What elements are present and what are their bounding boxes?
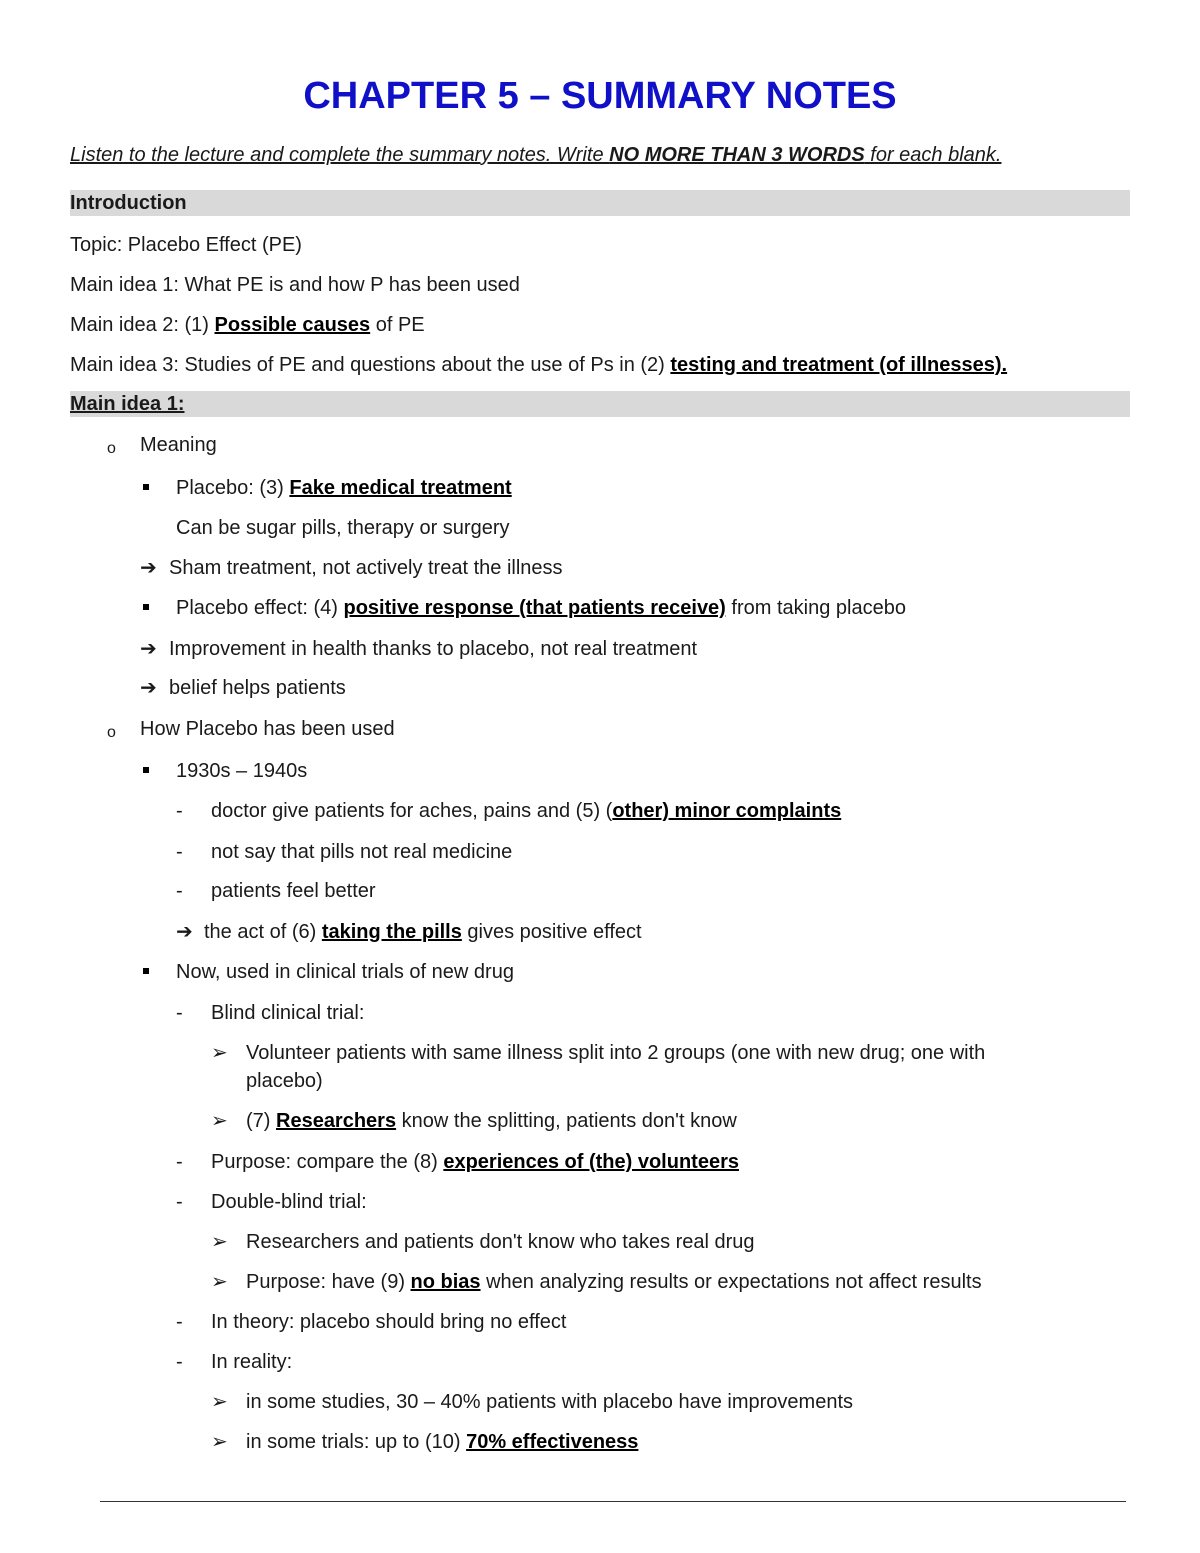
- instructions: Listen to the lecture and complete the summary notes. Write NO MORE THAN 3 WORDS for each blank.: [70, 144, 1002, 166]
- item-now: Now, used in clinical trials of new drug: [176, 961, 514, 983]
- item-improvement: Improvement in health thanks to placebo, not real treatment: [169, 638, 698, 660]
- bullet-circle-icon: o: [107, 724, 116, 741]
- instructions-emphasis: NO MORE THAN 3 WORDS: [609, 144, 865, 166]
- section-heading-introduction: Introduction: [70, 192, 187, 214]
- item-meaning: Meaning: [140, 434, 217, 456]
- item-dont-know: Researchers and patients don't know who takes real drug: [246, 1231, 755, 1253]
- dash-bullet-icon: -: [176, 1191, 183, 1213]
- item-sham: Sham treatment, not actively treat the illness: [169, 557, 563, 579]
- arrowhead-bullet-icon: ➢: [211, 1042, 228, 1064]
- answer-6: taking the pills: [321, 921, 462, 943]
- item-act: the act of (6) taking the pills gives positive effect: [204, 921, 642, 943]
- answer-7: Researchers: [276, 1110, 397, 1132]
- arrow-right-icon: ➔: [140, 557, 157, 579]
- arrowhead-bullet-icon: ➢: [211, 1391, 228, 1413]
- item-researchers: (7) Researchers know the splitting, patients don't know: [246, 1110, 737, 1132]
- section-band-introduction: [70, 190, 1130, 216]
- dash-bullet-icon: -: [176, 1151, 183, 1173]
- answer-1: Possible causes: [214, 314, 371, 336]
- footer-divider: [100, 1501, 1126, 1502]
- arrow-right-icon: ➔: [140, 638, 157, 660]
- answer-3: Fake medical treatment: [289, 477, 512, 499]
- section-heading-main-idea-1: Main idea 1:: [70, 393, 185, 415]
- item-purpose: Purpose: compare the (8) experiences of (the) volunteers: [211, 1151, 739, 1173]
- answer-4: positive response (that patients receive): [343, 597, 726, 619]
- answer-8: experiences of (the) volunteers: [443, 1151, 739, 1173]
- intro-main-idea-1: Main idea 1: What PE is and how P has been used: [70, 274, 520, 296]
- dash-bullet-icon: -: [176, 841, 183, 863]
- arrowhead-bullet-icon: ➢: [211, 1110, 228, 1132]
- dash-bullet-icon: -: [176, 880, 183, 902]
- section-band-main-idea-1: [70, 391, 1130, 417]
- arrowhead-bullet-icon: ➢: [211, 1431, 228, 1453]
- dash-bullet-icon: -: [176, 1002, 183, 1024]
- item-theory: In theory: placebo should bring no effect: [211, 1311, 567, 1333]
- arrow-right-icon: ➔: [176, 921, 193, 943]
- item-blind: Blind clinical trial:: [211, 1002, 365, 1024]
- item-some-trials: in some trials: up to (10) 70% effectiveness: [246, 1431, 639, 1453]
- bullet-square-icon: [143, 968, 149, 974]
- answer-9: no bias: [410, 1271, 481, 1293]
- arrowhead-bullet-icon: ➢: [211, 1231, 228, 1253]
- intro-main-idea-2: Main idea 2: (1) Possible causes of PE: [70, 314, 425, 336]
- intro-topic: Topic: Placebo Effect (PE): [70, 234, 302, 256]
- item-feel-better: patients feel better: [211, 880, 376, 902]
- item-volunteer-cont: placebo): [246, 1070, 323, 1092]
- answer-2: testing and treatment (of illnesses).: [670, 354, 1008, 376]
- bullet-square-icon: [143, 604, 149, 610]
- item-placebo-effect: Placebo effect: (4) positive response (that patients receive) from taking placebo: [176, 597, 906, 619]
- bullet-circle-icon: o: [107, 440, 116, 457]
- item-reality: In reality:: [211, 1351, 293, 1373]
- item-placebo: Placebo: (3) Fake medical treatment: [176, 477, 512, 499]
- item-not-say: not say that pills not real medicine: [211, 841, 513, 863]
- item-placebo-note: Can be sugar pills, therapy or surgery: [176, 517, 510, 539]
- dash-bullet-icon: -: [176, 1351, 183, 1373]
- item-volunteer: Volunteer patients with same illness split into 2 groups (one with new drug; one with: [246, 1042, 986, 1064]
- item-double-blind: Double-blind trial:: [211, 1191, 367, 1213]
- item-some-studies: in some studies, 30 – 40% patients with placebo have improvements: [246, 1391, 854, 1413]
- item-doctor: doctor give patients for aches, pains and (5) (other) minor complaints: [211, 800, 842, 822]
- dash-bullet-icon: -: [176, 800, 183, 822]
- arrowhead-bullet-icon: ➢: [211, 1271, 228, 1293]
- arrow-right-icon: ➔: [140, 677, 157, 699]
- page-title: CHAPTER 5 – SUMMARY NOTES: [303, 75, 897, 117]
- item-bias: Purpose: have (9) no bias when analyzing results or expectations not affect results: [246, 1271, 982, 1293]
- bullet-square-icon: [143, 767, 149, 773]
- item-decades: 1930s – 1940s: [176, 760, 308, 782]
- item-how-used: How Placebo has been used: [140, 718, 395, 740]
- answer-10: 70% effectiveness: [466, 1431, 639, 1453]
- bullet-square-icon: [143, 484, 149, 490]
- answer-5: other) minor complaints: [612, 800, 842, 822]
- intro-main-idea-3: Main idea 3: Studies of PE and questions about the use of Ps in (2) testing and treatment (of illnesses).: [70, 354, 1008, 376]
- dash-bullet-icon: -: [176, 1311, 183, 1333]
- item-belief: belief helps patients: [169, 677, 346, 699]
